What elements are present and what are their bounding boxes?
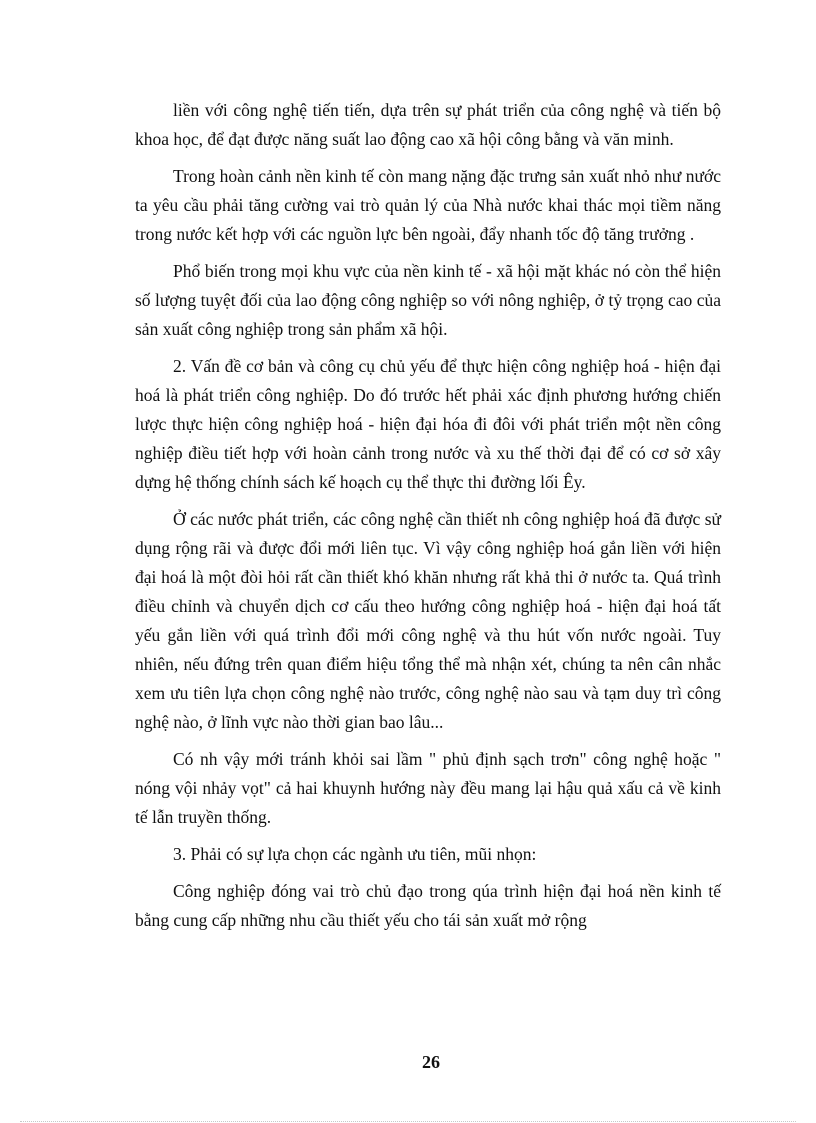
page-number: 26 [422,1052,440,1072]
paragraph-developed-countries: Ở các nước phát triển, các công nghệ cần thiết nh công nghiệp hoá đã được sử dụng rộng rãi và được đổi mới liên tục. Vì vậy công nghiệp hoá gắn liền với hiện đại hoá là một đòi hỏi rất cần thiết khó khăn nhưng rất khả thi ở nước ta. Quá trình điều chỉnh và chuyển dịch cơ cấu theo hướng công nghiệp hoá - hiện đại hoá tất yếu gắn liền với quá trình đổi mới công nghệ và thu hút vốn nước ngoài. Tuy nhiên, nếu đứng trên quan điểm hiệu tổng thể mà nhận xét, chúng ta nên cân nhắc xem ưu tiên lựa chọn công nghệ nào trước, công nghệ nào sau và tạm duy trì công nghệ nào, ở lĩnh vực nào thời gian bao lâu... [135,509,721,732]
paragraph-avoid-mistakes: Có nh vậy mới tránh khỏi sai lầm " phủ định sạch trơn" công nghệ hoặc " nóng vội nhảy vọt" cả hai khuynh hướng này đều mang lại hậu quả xấu cả về kinh tế lẫn truyền thống. [135,749,721,827]
paragraph-section-2: 2. Vấn đề cơ bản và công cụ chủ yếu để thực hiện công nghiệp hoá - hiện đại hoá là phát triển công nghiệp. Do đó trước hết phải xác định phương hướng chiến lược thực hiện công nghiệp hoá - hiện đại hóa đi đôi với phát triển một nền công nghiệp điều tiết hợp với hoàn cảnh trong nước và xu thế thời đại để có cơ sở xây dựng hệ thống chính sách kế hoạch cụ thể thực thi đường lối Êy. [135,356,721,492]
paragraph-economic-context: Trong hoàn cảnh nền kinh tế còn mang nặng đặc trưng sản xuất nhỏ như nước ta yêu cầu phải tăng cường vai trò quản lý của Nhà nước khai thác mọi tiềm năng trong nước kết hợp với các nguồn lực bên ngoài, đẩy nhanh tốc độ tăng trưởng . [135,166,721,244]
page-bottom-divider [20,1121,796,1122]
paragraph-industrial-labor: Phổ biến trong mọi khu vực của nền kinh tế - xã hội mặt khác nó còn thể hiện số lượng tuyệt đối của lao động công nghiệp so với nông nghiệp, ở tỷ trọng cao của sản xuất công nghiệp trong sản phẩm xã hội. [135,261,721,339]
paragraph-continuation: liền với công nghệ tiến tiến, dựa trên sự phát triển của công nghệ và tiến bộ khoa học, để đạt được năng suất lao động cao xã hội công bằng và văn minh. [135,100,721,149]
section-3-heading: 3. Phải có sự lựa chọn các ngành ưu tiên, mũi nhọn: [173,844,537,864]
paragraph-industry-role: Công nghiệp đóng vai trò chủ đạo trong qúa trình hiện đại hoá nền kinh tế bằng cung cấp những nhu cầu thiết yếu cho tái sản xuất mở rộng [135,881,721,930]
page-body [135,96,721,943]
